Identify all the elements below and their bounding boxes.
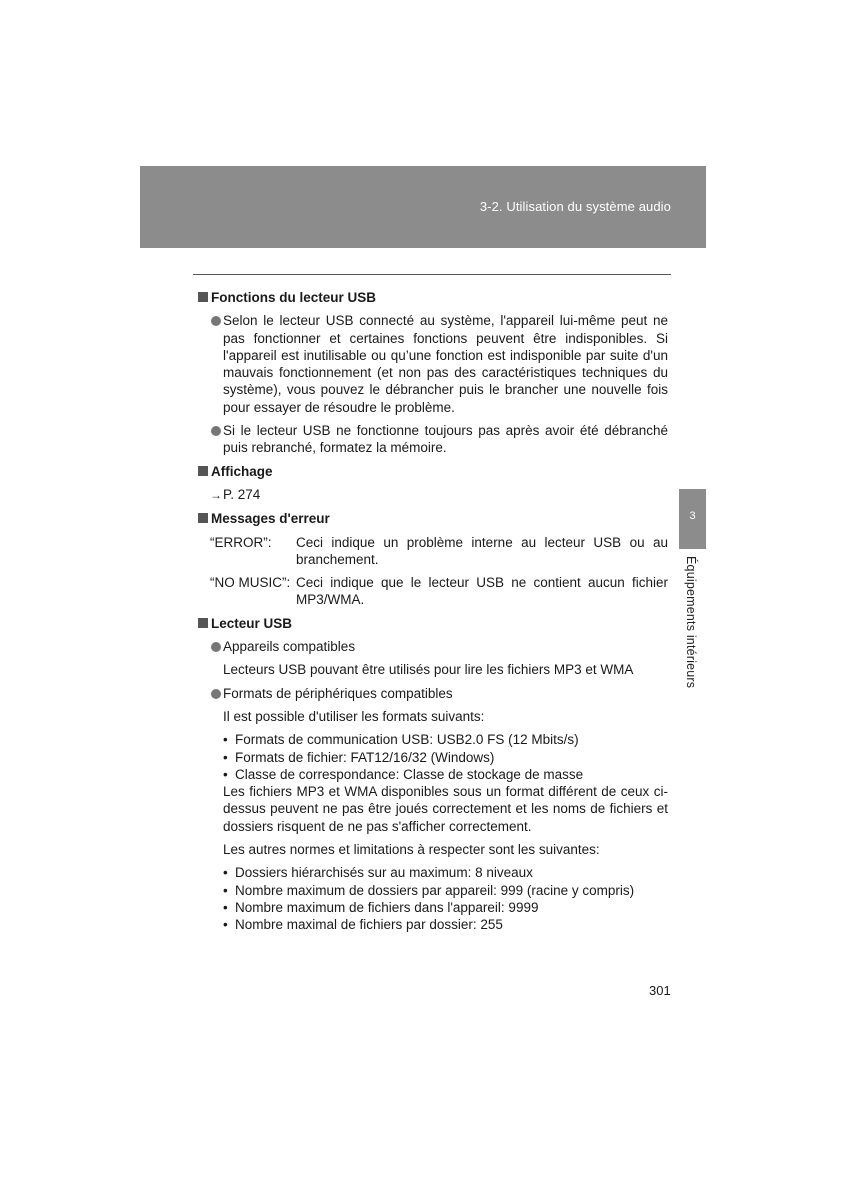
limits-intro: Les autres normes et limitations à respecter sont les suivantes:: [223, 842, 600, 858]
list-item: • Formats de communication USB: USB2.0 FS (12 Mbits/s): [223, 731, 668, 748]
page-content: [198, 289, 668, 940]
formats-note: Les fichiers MP3 et WMA disponibles sous un format différent de ceux ci-dessus peuvent ne pas être joués correctement et les noms de fichiers et dossiers risquent de ne pas s'afficher correctement.: [223, 784, 668, 834]
bullet-paragraph: Si le lecteur USB ne fonctionne toujours pas après avoir été débranché puis rebranché, formatez la mémoire.: [198, 422, 668, 457]
list-item: • Nombre maximum de dossiers par appareil: 999 (racine y compris): [223, 882, 668, 899]
page-number: 301: [649, 983, 671, 998]
subsection-title-compatible-devices: Appareils compatibles: [198, 638, 668, 655]
bullet-paragraph: Selon le lecteur USB connecté au système, l'appareil lui-même peut ne pas fonctionner et certaines fonctions peuvent être indisponibles. Si l'appareil est inutilisable ou qu’une fonction est indisponible par suite d'un mauvais fonctionnement (et non pas des caractéristiques techniques du système), vous pouvez le débrancher puis le brancher une nouvelle fois pour essayer de résoudre le problème.: [198, 312, 668, 416]
square-bullet-icon: [198, 513, 208, 523]
section-heading-display: Affichage: [198, 463, 668, 480]
section-heading-usb-functions: Fonctions du lecteur USB: [198, 289, 668, 306]
section-heading-usb-player: Lecteur USB: [198, 615, 668, 632]
error-description: Ceci indique un problème interne au lecteur USB ou au branchement.: [296, 534, 668, 567]
list-item: • Dossiers hiérarchisés sur au maximum: 8 niveaux: [223, 864, 668, 881]
header-rule: [193, 274, 671, 275]
subsection-title-compatible-formats: Formats de périphériques compatibles: [198, 685, 668, 702]
square-bullet-icon: [198, 618, 208, 628]
chapter-tab: [679, 489, 706, 549]
round-bullet-icon: [211, 426, 221, 436]
round-bullet-icon: [211, 689, 221, 699]
error-code: “ERROR”:: [210, 534, 272, 550]
formats-list: [223, 731, 668, 783]
square-bullet-icon: [198, 466, 208, 476]
round-bullet-icon: [211, 642, 221, 652]
chapter-title: 3-2. Utilisation du système audio: [479, 199, 671, 214]
chapter-tab-number: 3: [689, 510, 696, 522]
section-heading-error-messages: Messages d'erreur: [198, 510, 668, 527]
chapter-header-band: [140, 166, 706, 248]
error-message-row: [210, 574, 668, 609]
error-code: “NO MUSIC”:: [210, 575, 291, 591]
arrow-right-icon: →: [210, 487, 222, 502]
error-message-row: [210, 534, 668, 569]
chapter-side-label: Équipements intérieurs: [684, 556, 698, 689]
list-item: • Formats de fichier: FAT12/16/32 (Windows): [223, 749, 668, 766]
square-bullet-icon: [198, 292, 208, 302]
page-reference[interactable]: →P. 274: [210, 486, 261, 502]
compatible-devices-text: Lecteurs USB pouvant être utilisés pour lire les fichiers MP3 et WMA: [223, 662, 634, 678]
round-bullet-icon: [211, 316, 221, 326]
list-item: • Classe de correspondance: Classe de stockage de masse: [223, 766, 668, 783]
formats-intro: Il est possible d'utiliser les formats suivants:: [223, 708, 485, 724]
list-item: • Nombre maximal de fichiers par dossier: 255: [223, 916, 668, 933]
error-description: Ceci indique que le lecteur USB ne contient aucun fichier MP3/WMA.: [296, 575, 668, 608]
list-item: • Nombre maximum de fichiers dans l'appareil: 9999: [223, 899, 668, 916]
limits-list: [223, 864, 668, 933]
